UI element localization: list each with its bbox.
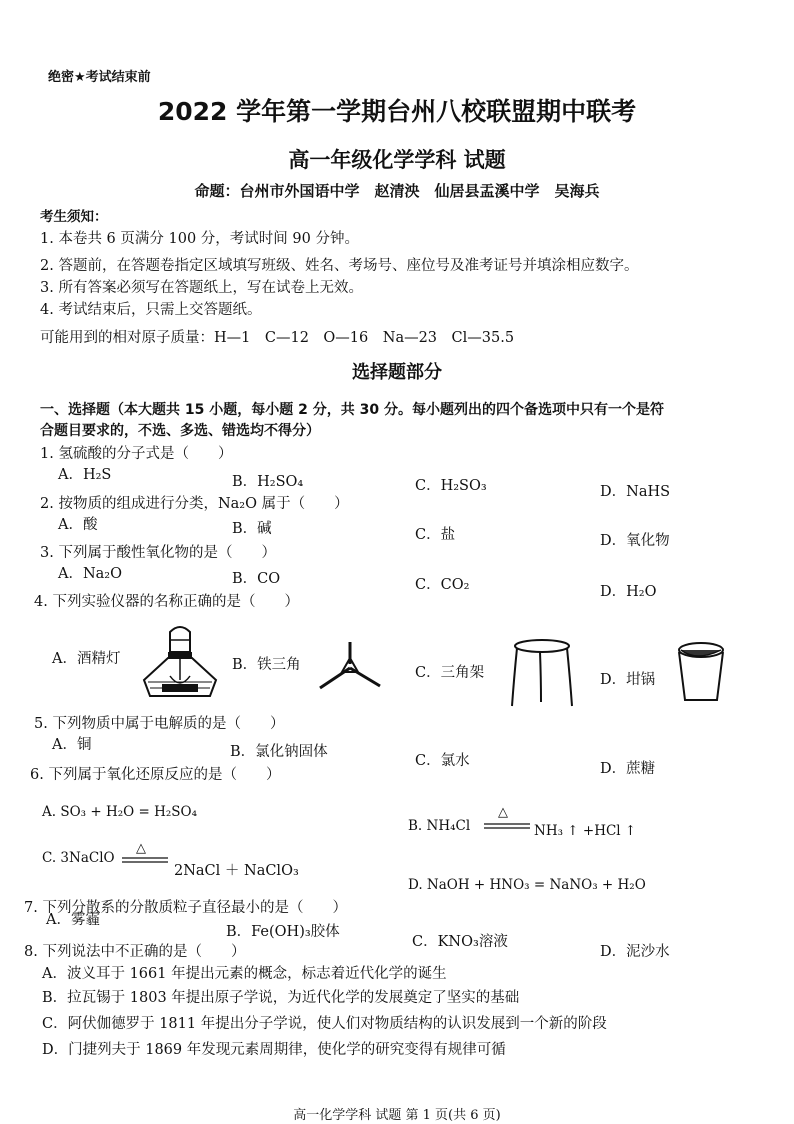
q2-stem: 2. 按物质的组成进行分类，Na₂O 属于（ ） [40, 496, 349, 512]
q3-option-a: A．Na₂O [58, 566, 123, 582]
notice-item-3: 3. 所有答案必须写在答题纸上，写在试卷上无效。 [40, 280, 363, 296]
exam-subtitle: 高一年级化学学科 试题 [288, 148, 506, 172]
notice-heading: 考生须知： [40, 209, 108, 225]
q6-option-a: A. SO₃ + H₂O = H₂SO₄ [42, 804, 198, 820]
q3-option-d: D．H₂O [600, 584, 657, 600]
q4-option-a: A．酒精灯 [52, 651, 121, 667]
q6-c-products: 2NaCl ＋ NaClO₃ [174, 863, 299, 879]
q3-stem: 3. 下列属于酸性氧化物的是（ ） [40, 545, 276, 561]
section-intro-line1: 一、选择题（本大题共 15 小题，每小题 2 分，共 30 分。每小题列出的四个备选项中只有一个是符 [40, 402, 664, 418]
q2-option-b: B．碱 [232, 521, 272, 537]
q6-option-b: B. NH₄Cl [408, 818, 471, 834]
q3-option-c: C．CO₂ [415, 577, 470, 593]
q2-option-a: A．酸 [58, 517, 98, 533]
q1-option-c: C．H₂SO₃ [415, 478, 487, 494]
notice-item-2: 2. 答题前，在答题卷指定区域填写班级、姓名、考场号、座位号及准考证号并填涂相应数字。 [40, 258, 639, 274]
q2-option-c: C．盐 [415, 527, 456, 543]
q1-option-d: D．NaHS [600, 484, 671, 500]
notice-item-1: 1. 本卷共 6 页满分 100 分，考试时间 90 分钟。 [40, 231, 359, 247]
q8-option-b: B．拉瓦锡于 1803 年提出原子学说，为近代化学的发展奠定了坚实的基础 [42, 990, 520, 1006]
q7-stem: 7. 下列分散系的分散质粒子直径最小的是（ ） [24, 900, 347, 916]
q5-option-d: D．蔗糖 [600, 761, 656, 777]
q4-stem: 4. 下列实验仪器的名称正确的是（ ） [34, 594, 299, 610]
q8-option-a: A．波义耳于 1661 年提出元素的概念，标志着近代化学的诞生 [42, 966, 447, 982]
notice-item-4: 4. 考试结束后，只需上交答题纸。 [40, 302, 262, 318]
q5-stem: 5. 下列物质中属于电解质的是（ ） [34, 716, 285, 732]
crucible-icon [676, 640, 726, 704]
q8-option-d: D．门捷列夫于 1869 年发现元素周期律，使化学的研究变得有规律可循 [42, 1042, 506, 1058]
q7-option-b: B．Fe(OH)₃胶体 [226, 924, 340, 940]
q8-option-c: C．阿伏伽德罗于 1811 年提出分子学说，使人们对物质结构的认识发展到一个新的阶段 [42, 1016, 607, 1032]
q1-stem: 1. 氢硫酸的分子式是（ ） [40, 446, 233, 462]
q7-option-d: D．泥沙水 [600, 944, 670, 960]
q1-option-b: B．H₂SO₄ [232, 474, 304, 490]
confidential-mark: 绝密★考试结束前 [48, 70, 151, 85]
q1-option-a: A．H₂S [58, 467, 112, 483]
q5-option-a: A．铜 [52, 737, 92, 753]
q7-option-c: C．KNO₃溶液 [412, 934, 508, 950]
q8-stem: 8. 下列说法中不正确的是（ ） [24, 944, 246, 960]
atomic-masses: 可能用到的相对原子质量：H—1 C—12 O—16 Na—23 Cl—35.5 [40, 330, 515, 346]
q4-option-b: B．铁三角 [232, 657, 301, 673]
tripod-icon [510, 638, 574, 708]
q4-option-d: D．坩锅 [600, 672, 656, 688]
q6-c-condition: △ [136, 841, 146, 856]
page-footer: 高一化学学科 试题 第 1 页(共 6 页) [293, 1108, 501, 1123]
alcohol-lamp-icon [140, 622, 220, 702]
exam-authors: 命题：台州市外国语中学 赵清泱 仙居县盂溪中学 吴海兵 [194, 182, 600, 200]
section-title: 选择题部分 [352, 362, 442, 383]
q4-option-c: C．三角架 [415, 665, 485, 681]
q6-b-products: NH₃ ↑ +HCl ↑ [534, 823, 637, 839]
clay-triangle-icon [318, 642, 382, 692]
q6-option-d: D. NaOH + HNO₃ = NaNO₃ + H₂O [408, 877, 646, 893]
q5-option-c: C．氯水 [415, 753, 470, 769]
q3-option-b: B．CO [232, 571, 281, 587]
q6-option-c: C. 3NaClO [42, 850, 115, 866]
q2-option-d: D．氧化物 [600, 533, 670, 549]
q6-b-condition: △ [498, 805, 508, 820]
exam-title: 2022 学年第一学期台州八校联盟期中联考 [157, 97, 637, 126]
q5-option-b: B．氯化钠固体 [230, 744, 328, 760]
q7-option-a: A．雾霾 [46, 912, 100, 928]
q6-stem: 6. 下列属于氧化还原反应的是（ ） [30, 767, 281, 783]
section-intro-line2: 合题目要求的，不选、多选、错选均不得分） [40, 423, 320, 439]
